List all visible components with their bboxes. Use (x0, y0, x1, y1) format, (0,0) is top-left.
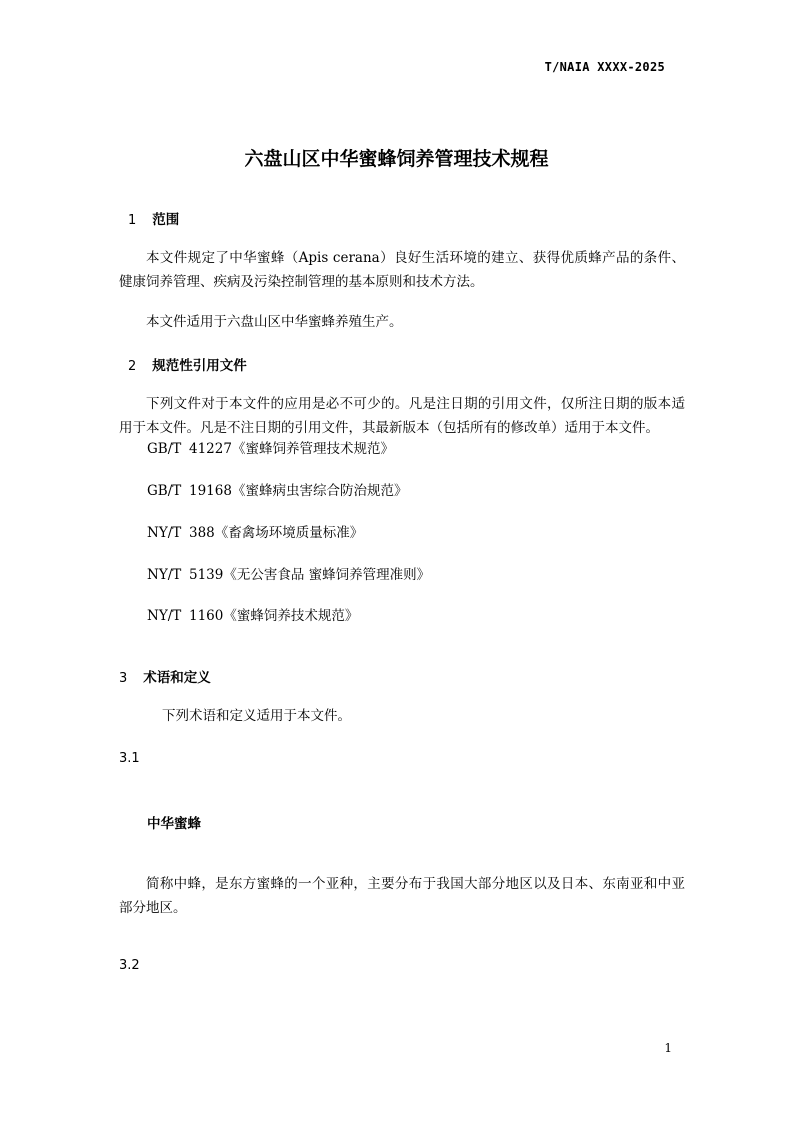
reference-title: 1160《蜜蜂饲养技术规范》 (189, 608, 359, 624)
section-1-heading (128, 208, 179, 229)
reference-code: GB/T (147, 441, 182, 457)
section-number: 3 (119, 671, 128, 686)
section-title: 规范性引用文件 (152, 358, 247, 374)
document-code: T/NAIA XXXX-2025 (544, 60, 665, 74)
term-number: 3.1 (119, 751, 140, 766)
section-number: 2 (128, 359, 137, 374)
page-number: 1 (664, 1041, 672, 1055)
reference-title: 19168《蜜蜂病虫害综合防治规范》 (189, 483, 408, 499)
reference-title: 388《畜禽场环境质量标准》 (189, 525, 364, 541)
term-number: 3.2 (119, 958, 140, 973)
reference-item (147, 521, 363, 541)
reference-item (147, 604, 358, 624)
section-2-heading (128, 354, 247, 375)
section-3-heading (119, 666, 211, 687)
paragraph: 下列术语和定义适用于本文件。 (162, 708, 351, 724)
paragraph: 下列文件对于本文件的应用是必不可少的。凡是注日期的引用文件，仅所注日期的版本适用于本文件。凡是不注日期的引用文件，其最新版本（包括所有的修改单）适用于本文件。 (119, 396, 685, 436)
reference-code: NY/T (147, 567, 182, 583)
reference-item (147, 479, 407, 499)
reference-item (147, 437, 394, 457)
term-definition: 简称中蜂，是东方蜜蜂的一个亚种，主要分布于我国大部分地区以及日本、东南亚和中亚部分地区。 (119, 876, 685, 916)
paragraph: 本文件适用于六盘山区中华蜜蜂养殖生产。 (146, 314, 403, 330)
section-number: 1 (128, 213, 137, 228)
document-title: 六盘山区中华蜜蜂饲养管理技术规程 (244, 148, 549, 170)
term-name: 中华蜜蜂 (147, 816, 201, 832)
reference-code: NY/T (147, 608, 182, 624)
section-title: 术语和定义 (143, 670, 211, 686)
section-title: 范围 (152, 212, 180, 228)
reference-code: NY/T (147, 525, 182, 541)
reference-title: 41227《蜜蜂饲养管理技术规范》 (189, 441, 394, 457)
reference-title: 5139《无公害食品 蜜蜂饲养管理准则》 (189, 567, 431, 583)
reference-item (147, 563, 430, 583)
reference-code: GB/T (147, 483, 182, 499)
paragraph: 本文件规定了中华蜜蜂（Apis cerana）良好生活环境的建立、获得优质蜂产品的条件、健康饲养管理、疾病及污染控制管理的基本原则和技术方法。 (119, 250, 685, 290)
